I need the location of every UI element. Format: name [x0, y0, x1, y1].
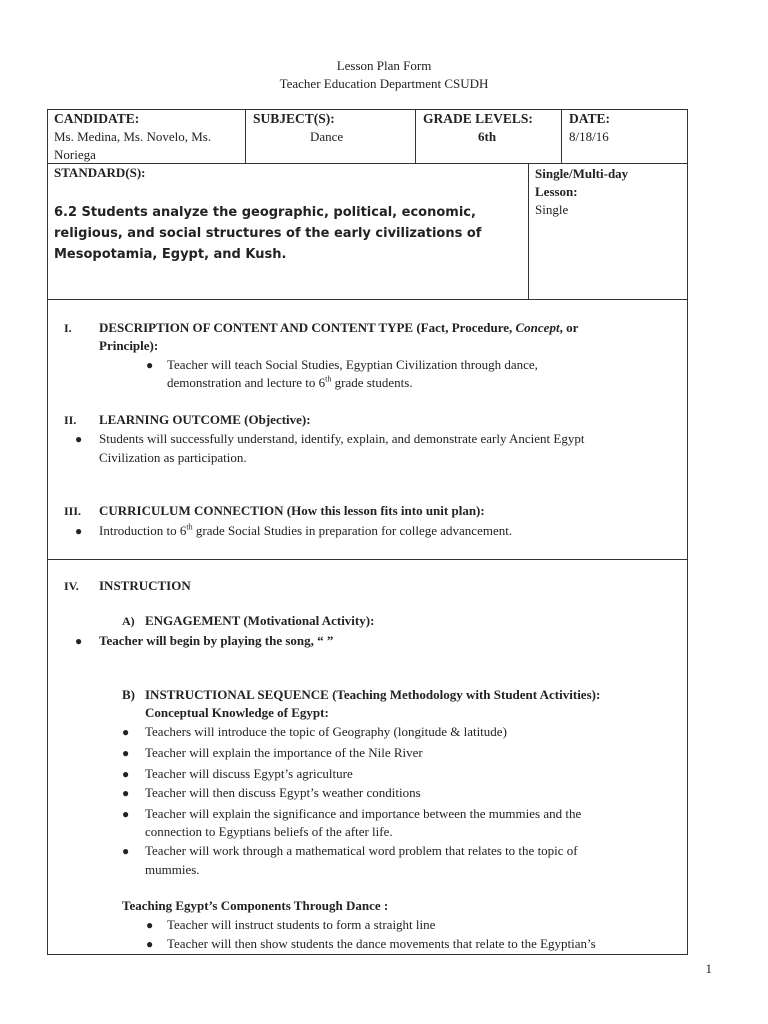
dance-item: Teacher will instruct students to form a straight line — [167, 917, 436, 932]
candidate-value-2: Noriega — [54, 147, 96, 162]
section-4-number: IV. — [64, 579, 79, 593]
concept-emphasis: Concept — [515, 320, 560, 335]
section-1-bullet-line-2: demonstration and lecture to 6th grade students. — [167, 374, 413, 390]
sequence-item-cont: mummies. — [145, 862, 200, 877]
section-4-heading: INSTRUCTION — [99, 578, 191, 593]
sequence-heading: INSTRUCTIONAL SEQUENCE (Teaching Methodology with Student Activities): — [145, 687, 601, 702]
grade-value: 6th — [478, 129, 497, 144]
lesson-type-label-1: Single/Multi-day — [535, 166, 629, 181]
bullet-icon: ● — [146, 918, 154, 932]
subject-label: SUBJECT(S): — [253, 111, 335, 126]
lesson-type-label-2: Lesson: — [535, 184, 578, 199]
dance-item: Teacher will then show students the dance movements that relate to the Egyptian’s — [167, 936, 596, 951]
sequence-item: Teacher will then discuss Egypt’s weather conditions — [145, 785, 421, 800]
info-divider-3 — [561, 109, 562, 164]
section-1-heading: DESCRIPTION OF CONTENT AND CONTENT TYPE (Fact, Procedure, Concept, or — [99, 320, 579, 335]
sequence-item: Teacher will discuss Egypt’s agriculture — [145, 766, 353, 781]
section-2-bullet-line-2: Civilization as participation. — [99, 450, 247, 465]
bullet-icon: ● — [75, 634, 83, 648]
lesson-type-value: Single — [535, 202, 569, 217]
subject-value: Dance — [310, 129, 344, 144]
bullet-icon: ● — [122, 807, 130, 821]
form-title: Lesson Plan Form — [336, 58, 432, 73]
section-1-number: I. — [64, 321, 72, 335]
info-divider-1 — [245, 109, 246, 164]
sequence-item: Teachers will introduce the topic of Geography (longitude & latitude) — [145, 724, 507, 739]
candidate-label: CANDIDATE: — [54, 111, 140, 126]
section-2-heading: LEARNING OUTCOME (Objective): — [99, 412, 311, 427]
standards-divider — [528, 163, 529, 300]
standards-label: STANDARD(S): — [54, 165, 146, 180]
dance-heading: Teaching Egypt’s Components Through Dance : — [122, 898, 389, 913]
bullet-icon: ● — [122, 767, 130, 781]
engagement-heading: ENGAGEMENT (Motivational Activity): — [145, 613, 375, 628]
date-value: 8/18/16 — [569, 129, 609, 144]
bullet-icon: ● — [122, 844, 130, 858]
section-3-bullet: Introduction to 6th grade Social Studies in preparation for college advancement. — [99, 522, 513, 538]
section-2-number: II. — [64, 413, 77, 427]
sequence-item: Teacher will work through a mathematical word problem that relates to the topic of — [145, 843, 578, 858]
sequence-item: Teacher will explain the significance and importance between the mummies and the — [145, 806, 582, 821]
section-1-bullet-line-1: Teacher will teach Social Studies, Egyptian Civilization through dance, — [167, 357, 538, 372]
sequence-item-cont: connection to Egyptians beliefs of the after life. — [145, 824, 393, 839]
section-1-heading-cont: Principle): — [99, 338, 159, 353]
page-number: 1 — [705, 961, 712, 976]
bullet-icon: ● — [75, 432, 83, 446]
info-divider-2 — [415, 109, 416, 164]
bullet-icon: ● — [146, 937, 154, 951]
department-title: Teacher Education Department CSUDH — [279, 76, 489, 91]
bullet-icon: ● — [75, 524, 83, 538]
engagement-letter: A) — [122, 614, 135, 628]
section-3-number: III. — [64, 504, 82, 518]
sequence-letter: B) — [122, 687, 135, 702]
sequence-item: Teacher will explain the importance of the Nile River — [145, 745, 423, 760]
bullet-icon: ● — [146, 358, 154, 372]
section-3-heading: CURRICULUM CONNECTION (How this lesson fits into unit plan): — [99, 503, 485, 518]
bullet-icon: ● — [122, 746, 130, 760]
sequence-subheading: Conceptual Knowledge of Egypt: — [145, 705, 329, 720]
date-label: DATE: — [569, 111, 611, 126]
bullet-icon: ● — [122, 725, 130, 739]
standards-text: 6.2 Students analyze the geographic, political, economic, religious, and social structures of the early civilizations of Mesopotamia, Egypt, and Kush. — [54, 205, 482, 262]
section-2-bullet-line-1: Students will successfully understand, identify, explain, and demonstrate early Ancient Egypt — [99, 431, 585, 446]
engagement-bullet: Teacher will begin by playing the song, “ ” — [99, 633, 334, 648]
bullet-icon: ● — [122, 786, 130, 800]
grade-label: GRADE LEVELS: — [423, 111, 533, 126]
candidate-value-1: Ms. Medina, Ms. Novelo, Ms. — [54, 129, 212, 144]
